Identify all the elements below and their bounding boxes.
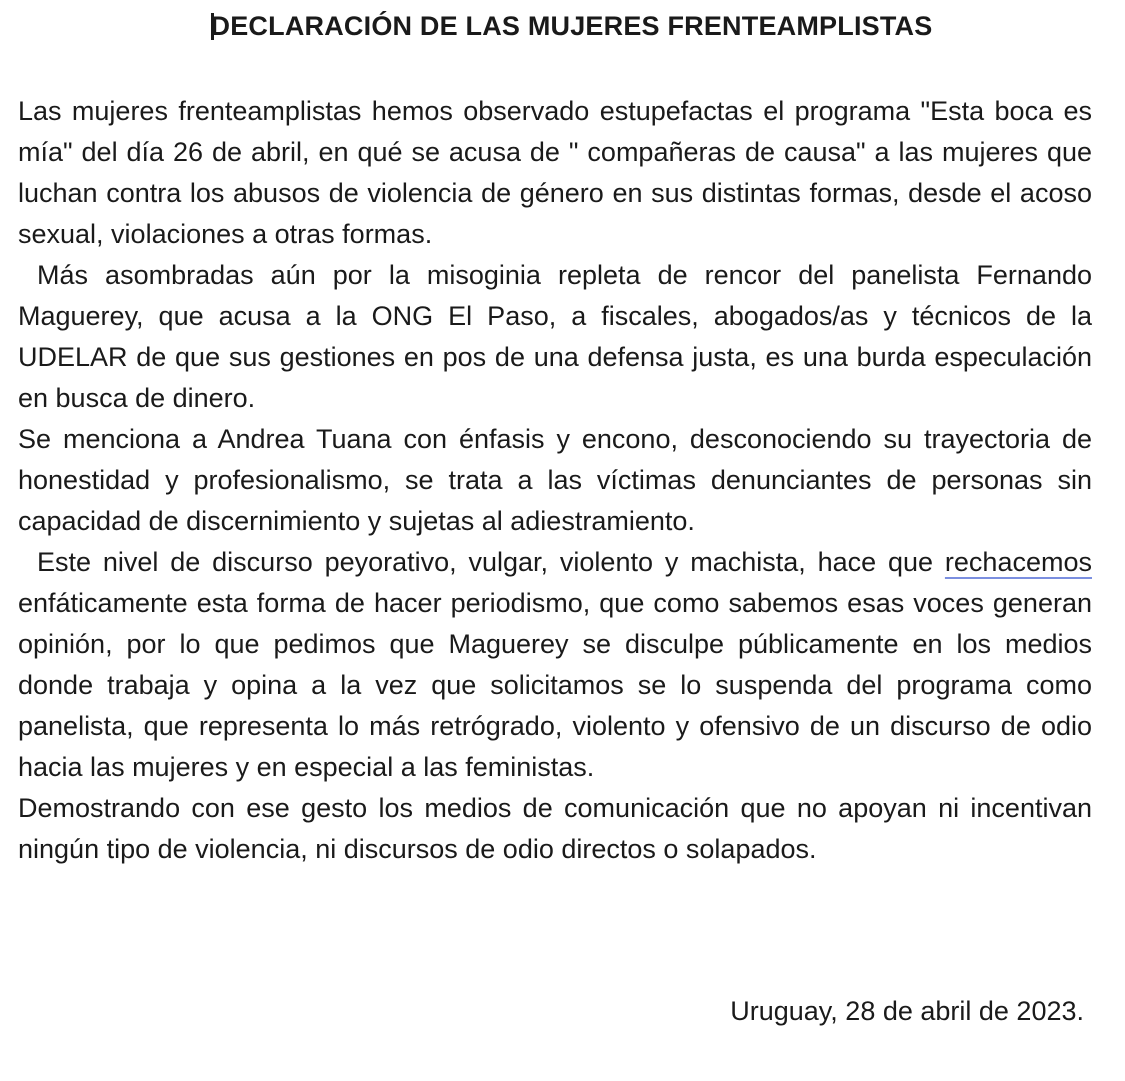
title-text: ECLARACIÓN DE LAS MUJERES FRENTEAMPLISTAS [230, 11, 933, 41]
paragraph-3: Se menciona a Andrea Tuana con énfasis y encono, desconociendo su trayectoria de honestidad y profesionalismo, se trata a las víctimas denunciantes de personas sin capacidad de discernimiento y sujetas al adiestramiento. [18, 424, 1092, 536]
date-signature-line: Uruguay, 28 de abril de 2023. [730, 996, 1084, 1026]
title-first-letter: D [210, 11, 231, 41]
paragraph-1: Las mujeres frenteamplistas hemos observado estupefactas el programa "Esta boca es mía" del día 26 de abril, en qué se acusa de " compañeras de causa" a las mujeres que luchan contra los abusos de violencia de género en sus distintas formas, desde el acoso sexual, violaciones a otras formas. [18, 96, 1092, 249]
paragraph-4-part-1: Este nivel de discurso peyorativo, vulgar, violento y machista, hace que [37, 547, 945, 577]
document-body [18, 91, 1092, 870]
paragraph-5: Demostrando con ese gesto los medios de comunicación que no apoyan ni incentivan ningún tipo de violencia, ni discursos de odio directos o solapados. [18, 793, 1092, 864]
document-title [18, 8, 1125, 44]
spellcheck-flagged-word[interactable]: rechacemos [944, 547, 1092, 577]
paragraph-2: Más asombradas aún por la misoginia repleta de rencor del panelista Fernando Maguerey, que acusa a la ONG El Paso, a fiscales, abogados/as y técnicos de la UDELAR de que sus gestiones en pos de una defensa justa, es una burda especulación en busca de dinero. [18, 260, 1092, 413]
paragraph-4 [18, 542, 1092, 788]
paragraph-4-part-2: enfáticamente esta forma de hacer periodismo, que como sabemos esas voces generan opinión, por lo que pedimos que Maguerey se disculpe públicamente en los medios donde trabaja y opina a la vez que solicitamos se lo suspenda del programa como panelista, que representa lo más retrógrado, violento y ofensivo de un discurso de odio hacia las mujeres y en especial a las feministas. [18, 588, 1092, 782]
